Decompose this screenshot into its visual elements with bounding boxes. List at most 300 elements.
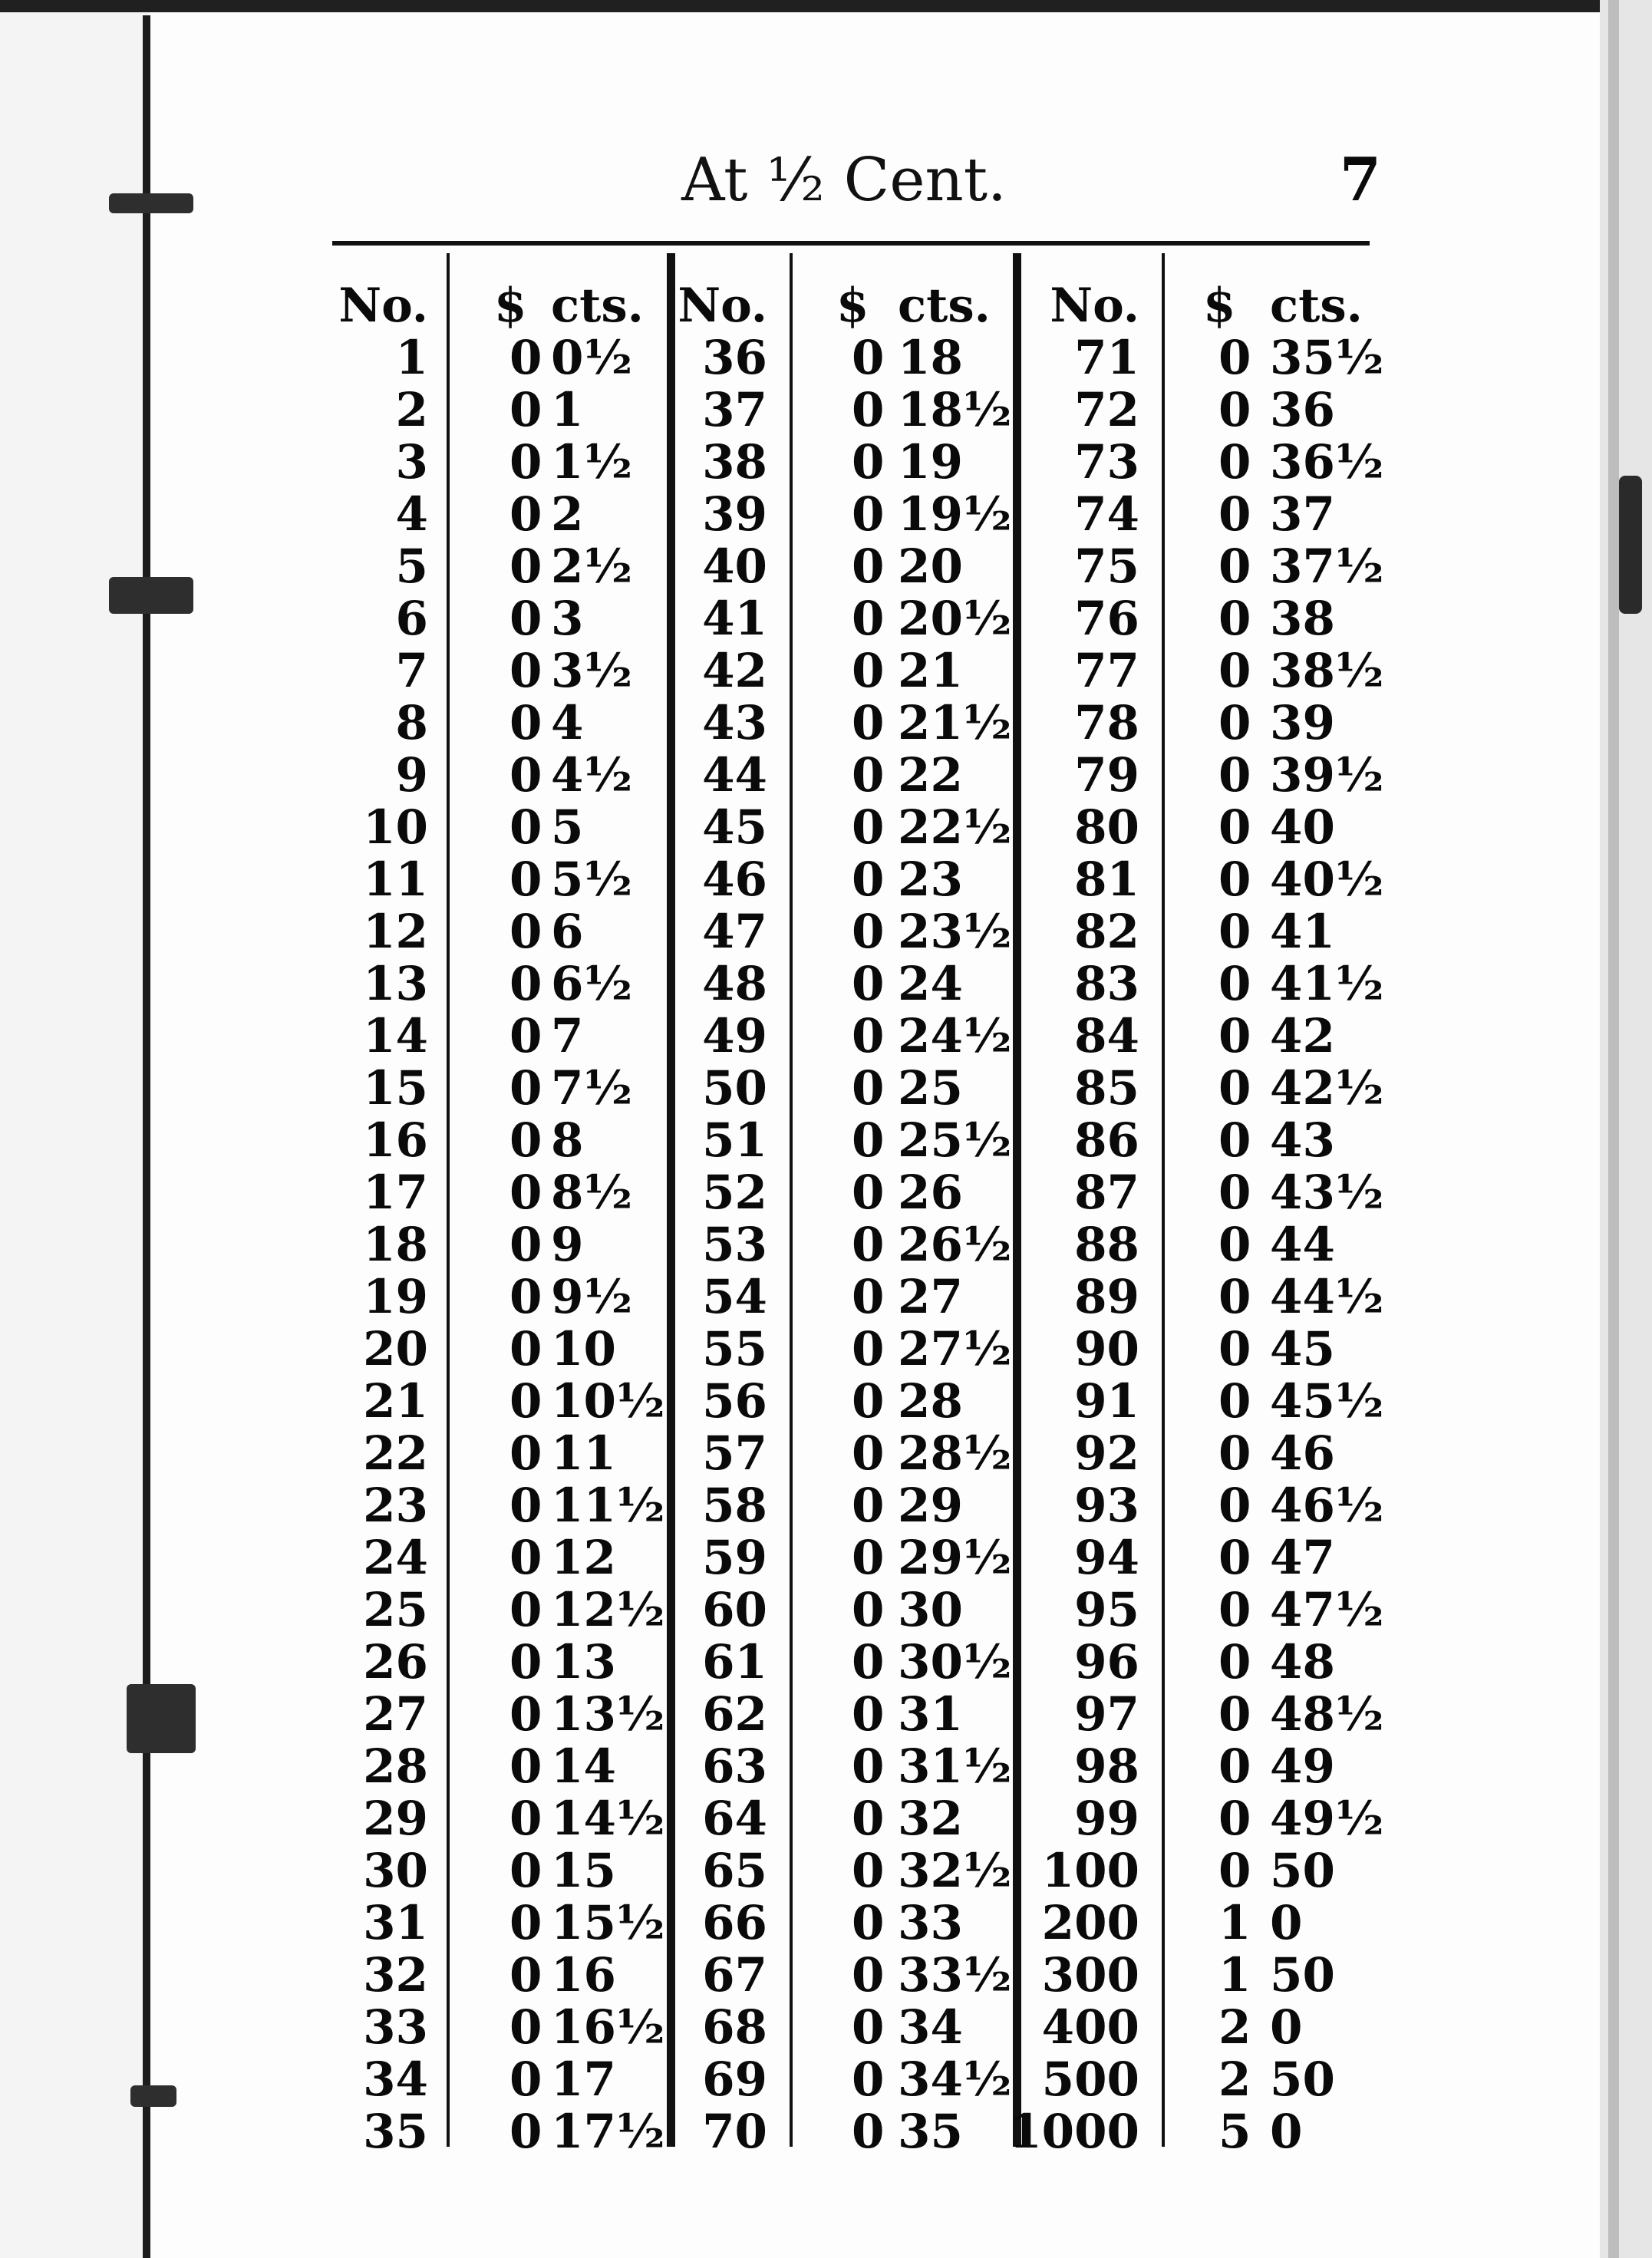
row-dollars: 0 — [509, 2105, 542, 2159]
row-number: 26 — [363, 1635, 428, 1689]
row-number: 400 — [1041, 2000, 1139, 2055]
row-dollars: 0 — [509, 331, 542, 385]
row-number: 500 — [1041, 2052, 1139, 2107]
row-cents: 10½ — [551, 1374, 665, 1429]
row-number: 17 — [363, 1165, 428, 1220]
row-number: 54 — [702, 1270, 767, 1324]
row-cents: 7 — [551, 1009, 584, 1063]
row-number: 39 — [702, 487, 767, 542]
row-number: 28 — [363, 1739, 428, 1794]
row-number: 34 — [363, 2052, 428, 2107]
row-cents: 19 — [898, 435, 963, 490]
row-dollars: 0 — [852, 539, 885, 594]
row-dollars: 1 — [1218, 1948, 1251, 2003]
row-number: 94 — [1074, 1531, 1139, 1585]
row-dollars: 0 — [1218, 1739, 1251, 1794]
row-cents: 0 — [1270, 2105, 1303, 2159]
row-cents: 33½ — [898, 1948, 1012, 2003]
row-cents: 13 — [551, 1635, 616, 1689]
row-cents: 29 — [898, 1478, 963, 1533]
row-cents: 16 — [551, 1948, 616, 2003]
row-cents: 27 — [898, 1270, 963, 1324]
row-cents: 39½ — [1270, 748, 1384, 803]
row-cents: 44½ — [1270, 1270, 1384, 1324]
row-cents: 49½ — [1270, 1792, 1384, 1846]
row-number: 33 — [363, 2000, 428, 2055]
row-cents: 35½ — [1270, 331, 1384, 385]
row-number: 64 — [702, 1792, 767, 1846]
row-dollars: 0 — [509, 1218, 542, 1272]
row-dollars: 0 — [852, 2052, 885, 2107]
row-cents: 18 — [898, 331, 963, 385]
row-cents: 8 — [551, 1113, 584, 1168]
row-number: 300 — [1041, 1948, 1139, 2003]
row-number: 2 — [395, 383, 428, 437]
row-number: 67 — [702, 1948, 767, 2003]
row-number: 82 — [1074, 905, 1139, 959]
row-number: 91 — [1074, 1374, 1139, 1429]
row-number: 99 — [1074, 1792, 1139, 1846]
row-number: 8 — [395, 696, 428, 750]
row-number: 70 — [702, 2105, 767, 2159]
row-cents: 28½ — [898, 1426, 1012, 1481]
row-dollars: 0 — [509, 1531, 542, 1585]
binding-stitch — [130, 2085, 176, 2107]
row-cents: 22½ — [898, 800, 1012, 855]
row-cents: 41½ — [1270, 957, 1384, 1011]
row-dollars: 2 — [1218, 2000, 1251, 2055]
row-dollars: 0 — [509, 1844, 542, 1898]
row-number: 7 — [395, 644, 428, 698]
row-cents: 44 — [1270, 1218, 1335, 1272]
right-edge-mark — [1619, 476, 1642, 614]
row-dollars: 0 — [509, 1635, 542, 1689]
row-number: 83 — [1074, 957, 1139, 1011]
row-number: 16 — [363, 1113, 428, 1168]
row-cents: 50 — [1270, 2052, 1335, 2107]
row-dollars: 0 — [852, 1792, 885, 1846]
row-cents: 16½ — [551, 2000, 665, 2055]
row-number: 3 — [395, 435, 428, 490]
row-dollars: 0 — [852, 852, 885, 907]
row-number: 1000 — [1009, 2105, 1139, 2159]
row-number: 68 — [702, 2000, 767, 2055]
row-number: 58 — [702, 1478, 767, 1533]
row-number: 11 — [363, 852, 428, 907]
row-cents: 42 — [1270, 1009, 1335, 1063]
row-dollars: 0 — [1218, 1374, 1251, 1429]
row-cents: 26 — [898, 1165, 963, 1220]
row-cents: 30 — [898, 1583, 963, 1637]
row-cents: 0 — [1270, 2000, 1303, 2055]
row-number: 53 — [702, 1218, 767, 1272]
row-cents: 2½ — [551, 539, 633, 594]
column-header-no: No. — [338, 279, 428, 333]
row-dollars: 0 — [509, 852, 542, 907]
row-dollars: 0 — [1218, 1270, 1251, 1324]
row-number: 62 — [702, 1687, 767, 1742]
row-dollars: 0 — [852, 1896, 885, 1950]
row-cents: 42½ — [1270, 1061, 1384, 1116]
column-header-cents: cts. — [551, 279, 644, 333]
column-divider — [447, 253, 450, 2147]
row-number: 76 — [1074, 592, 1139, 646]
row-cents: 36½ — [1270, 435, 1384, 490]
row-dollars: 0 — [1218, 748, 1251, 803]
row-number: 14 — [363, 1009, 428, 1063]
row-cents: 20 — [898, 539, 963, 594]
binding-stitch — [127, 1684, 196, 1753]
column-header-dollars: $ — [494, 279, 527, 333]
row-cents: 35 — [898, 2105, 963, 2159]
row-number: 6 — [395, 592, 428, 646]
row-number: 10 — [363, 800, 428, 855]
row-dollars: 0 — [509, 1739, 542, 1794]
row-cents: 7½ — [551, 1061, 633, 1116]
row-cents: 3½ — [551, 644, 633, 698]
row-number: 74 — [1074, 487, 1139, 542]
row-number: 45 — [702, 800, 767, 855]
row-cents: 20½ — [898, 592, 1012, 646]
row-cents: 27½ — [898, 1322, 1012, 1376]
row-number: 55 — [702, 1322, 767, 1376]
row-number: 200 — [1041, 1896, 1139, 1950]
row-cents: 5 — [551, 800, 584, 855]
row-cents: 6 — [551, 905, 584, 959]
row-number: 22 — [363, 1426, 428, 1481]
row-dollars: 0 — [509, 1948, 542, 2003]
row-number: 95 — [1074, 1583, 1139, 1637]
row-cents: 21 — [898, 644, 963, 698]
row-dollars: 0 — [1218, 1322, 1251, 1376]
row-cents: 10 — [551, 1322, 616, 1376]
row-cents: 50 — [1270, 1844, 1335, 1898]
row-dollars: 0 — [852, 1009, 885, 1063]
row-dollars: 0 — [509, 383, 542, 437]
row-dollars: 0 — [1218, 1218, 1251, 1272]
row-number: 49 — [702, 1009, 767, 1063]
row-dollars: 0 — [1218, 696, 1251, 750]
row-dollars: 0 — [1218, 957, 1251, 1011]
row-number: 59 — [702, 1531, 767, 1585]
row-cents: 25 — [898, 1061, 963, 1116]
row-dollars: 0 — [509, 1061, 542, 1116]
row-cents: 4 — [551, 696, 584, 750]
row-cents: 11½ — [551, 1478, 665, 1533]
row-number: 29 — [363, 1792, 428, 1846]
row-number: 81 — [1074, 852, 1139, 907]
row-number: 88 — [1074, 1218, 1139, 1272]
row-dollars: 0 — [1218, 1061, 1251, 1116]
binding-stitch — [109, 193, 193, 213]
row-cents: 30½ — [898, 1635, 1012, 1689]
row-number: 9 — [395, 748, 428, 803]
row-number: 80 — [1074, 800, 1139, 855]
row-number: 65 — [702, 1844, 767, 1898]
page-number: 7 — [1339, 145, 1381, 215]
row-dollars: 0 — [509, 905, 542, 959]
row-number: 31 — [363, 1896, 428, 1950]
row-dollars: 0 — [509, 1896, 542, 1950]
row-cents: 12½ — [551, 1583, 665, 1637]
row-cents: 49 — [1270, 1739, 1335, 1794]
row-dollars: 0 — [852, 1531, 885, 1585]
row-dollars: 0 — [1218, 1113, 1251, 1168]
row-cents: 46 — [1270, 1426, 1335, 1481]
row-cents: 29½ — [898, 1531, 1012, 1585]
row-number: 4 — [395, 487, 428, 542]
row-dollars: 0 — [852, 592, 885, 646]
top-edge-shadow — [0, 0, 1652, 12]
row-dollars: 0 — [852, 905, 885, 959]
row-cents: 28 — [898, 1374, 963, 1429]
row-dollars: 0 — [509, 1165, 542, 1220]
row-number: 38 — [702, 435, 767, 490]
row-cents: 34½ — [898, 2052, 1012, 2107]
row-number: 69 — [702, 2052, 767, 2107]
row-dollars: 0 — [852, 1739, 885, 1794]
row-dollars: 0 — [509, 539, 542, 594]
row-cents: 37 — [1270, 487, 1335, 542]
row-cents: 14 — [551, 1739, 616, 1794]
row-number: 79 — [1074, 748, 1139, 803]
row-dollars: 0 — [852, 800, 885, 855]
row-cents: 19½ — [898, 487, 1012, 542]
row-cents: 17 — [551, 2052, 616, 2107]
row-cents: 46½ — [1270, 1478, 1384, 1533]
row-number: 27 — [363, 1687, 428, 1742]
row-cents: 17½ — [551, 2105, 665, 2159]
row-dollars: 0 — [852, 1270, 885, 1324]
row-dollars: 0 — [852, 1322, 885, 1376]
row-number: 47 — [702, 905, 767, 959]
row-cents: 32 — [898, 1792, 963, 1846]
row-cents: 13½ — [551, 1687, 665, 1742]
row-dollars: 0 — [852, 1478, 885, 1533]
row-number: 93 — [1074, 1478, 1139, 1533]
row-dollars: 0 — [1218, 1583, 1251, 1637]
row-dollars: 0 — [509, 1270, 542, 1324]
row-number: 35 — [363, 2105, 428, 2159]
row-dollars: 5 — [1218, 2105, 1251, 2159]
right-edge-shadow — [1608, 0, 1619, 2258]
row-dollars: 0 — [1218, 435, 1251, 490]
row-cents: 5½ — [551, 852, 633, 907]
row-dollars: 0 — [1218, 1844, 1251, 1898]
row-cents: 48 — [1270, 1635, 1335, 1689]
row-cents: 25½ — [898, 1113, 1012, 1168]
row-cents: 24½ — [898, 1009, 1012, 1063]
row-number: 5 — [395, 539, 428, 594]
row-dollars: 1 — [1218, 1896, 1251, 1950]
row-cents: 38½ — [1270, 644, 1384, 698]
row-cents: 47 — [1270, 1531, 1335, 1585]
row-cents: 3 — [551, 592, 584, 646]
row-cents: 0½ — [551, 331, 633, 385]
row-number: 50 — [702, 1061, 767, 1116]
row-cents: 50 — [1270, 1948, 1335, 2003]
row-cents: 14½ — [551, 1792, 665, 1846]
row-dollars: 0 — [852, 748, 885, 803]
row-dollars: 0 — [509, 1583, 542, 1637]
row-dollars: 0 — [852, 1844, 885, 1898]
row-dollars: 0 — [852, 1687, 885, 1742]
row-cents: 38 — [1270, 592, 1335, 646]
row-cents: 45 — [1270, 1322, 1335, 1376]
row-number: 72 — [1074, 383, 1139, 437]
row-number: 57 — [702, 1426, 767, 1481]
row-cents: 26½ — [898, 1218, 1012, 1272]
row-dollars: 0 — [509, 1322, 542, 1376]
row-number: 61 — [702, 1635, 767, 1689]
page-title: At ½ Cent. — [681, 146, 1007, 215]
row-dollars: 0 — [852, 2105, 885, 2159]
row-dollars: 0 — [1218, 487, 1251, 542]
row-dollars: 0 — [852, 1061, 885, 1116]
row-cents: 4½ — [551, 748, 633, 803]
row-dollars: 0 — [1218, 1478, 1251, 1533]
row-cents: 1 — [551, 383, 584, 437]
row-dollars: 0 — [852, 696, 885, 750]
row-dollars: 0 — [1218, 1635, 1251, 1689]
row-dollars: 0 — [1218, 1165, 1251, 1220]
row-number: 44 — [702, 748, 767, 803]
row-number: 71 — [1074, 331, 1139, 385]
row-number: 84 — [1074, 1009, 1139, 1063]
column-divider — [790, 253, 793, 2147]
row-number: 75 — [1074, 539, 1139, 594]
row-cents: 22 — [898, 748, 963, 803]
row-dollars: 0 — [509, 1374, 542, 1429]
binding-stitch — [109, 577, 193, 614]
row-number: 42 — [702, 644, 767, 698]
row-dollars: 0 — [509, 1426, 542, 1481]
row-cents: 9 — [551, 1218, 584, 1272]
row-cents: 39 — [1270, 696, 1335, 750]
row-dollars: 0 — [852, 383, 885, 437]
row-dollars: 0 — [509, 2052, 542, 2107]
row-number: 73 — [1074, 435, 1139, 490]
row-cents: 45½ — [1270, 1374, 1384, 1429]
row-cents: 2 — [551, 487, 584, 542]
row-dollars: 0 — [1218, 331, 1251, 385]
row-dollars: 2 — [1218, 2052, 1251, 2107]
row-number: 96 — [1074, 1635, 1139, 1689]
row-dollars: 0 — [852, 644, 885, 698]
row-cents: 0 — [1270, 1896, 1303, 1950]
column-header-cents: cts. — [898, 279, 991, 333]
row-number: 51 — [702, 1113, 767, 1168]
row-number: 60 — [702, 1583, 767, 1637]
row-number: 85 — [1074, 1061, 1139, 1116]
header-rule — [332, 241, 1370, 246]
left-page-margin — [0, 0, 150, 2258]
row-cents: 23½ — [898, 905, 1012, 959]
row-dollars: 0 — [852, 1218, 885, 1272]
row-cents: 36 — [1270, 383, 1335, 437]
row-dollars: 0 — [852, 435, 885, 490]
row-dollars: 0 — [509, 1478, 542, 1533]
row-number: 40 — [702, 539, 767, 594]
row-dollars: 0 — [852, 1113, 885, 1168]
row-dollars: 0 — [852, 1426, 885, 1481]
row-cents: 43 — [1270, 1113, 1335, 1168]
row-dollars: 0 — [509, 2000, 542, 2055]
row-dollars: 0 — [1218, 1009, 1251, 1063]
row-dollars: 0 — [1218, 539, 1251, 594]
row-dollars: 0 — [509, 644, 542, 698]
row-cents: 33 — [898, 1896, 963, 1950]
row-number: 12 — [363, 905, 428, 959]
row-cents: 15½ — [551, 1896, 665, 1950]
row-number: 23 — [363, 1478, 428, 1533]
row-number: 87 — [1074, 1165, 1139, 1220]
book-binding — [143, 15, 150, 2258]
row-dollars: 0 — [509, 957, 542, 1011]
row-number: 63 — [702, 1739, 767, 1794]
row-number: 13 — [363, 957, 428, 1011]
row-cents: 23 — [898, 852, 963, 907]
row-number: 32 — [363, 1948, 428, 2003]
row-number: 19 — [363, 1270, 428, 1324]
row-number: 92 — [1074, 1426, 1139, 1481]
row-number: 98 — [1074, 1739, 1139, 1794]
row-dollars: 0 — [509, 435, 542, 490]
row-dollars: 0 — [852, 1635, 885, 1689]
row-dollars: 0 — [509, 1113, 542, 1168]
row-number: 86 — [1074, 1113, 1139, 1168]
row-cents: 48½ — [1270, 1687, 1384, 1742]
row-number: 48 — [702, 957, 767, 1011]
row-dollars: 0 — [1218, 1426, 1251, 1481]
row-dollars: 0 — [1218, 644, 1251, 698]
row-number: 37 — [702, 383, 767, 437]
row-number: 77 — [1074, 644, 1139, 698]
row-number: 30 — [363, 1844, 428, 1898]
row-dollars: 0 — [1218, 905, 1251, 959]
row-dollars: 0 — [852, 2000, 885, 2055]
row-number: 41 — [702, 592, 767, 646]
row-dollars: 0 — [852, 957, 885, 1011]
row-cents: 1½ — [551, 435, 633, 490]
row-dollars: 0 — [1218, 383, 1251, 437]
row-number: 100 — [1041, 1844, 1139, 1898]
row-number: 78 — [1074, 696, 1139, 750]
column-header-dollars: $ — [1203, 279, 1236, 333]
row-cents: 31½ — [898, 1739, 1012, 1794]
row-dollars: 0 — [509, 748, 542, 803]
row-dollars: 0 — [509, 800, 542, 855]
row-number: 66 — [702, 1896, 767, 1950]
row-cents: 11 — [551, 1426, 616, 1481]
row-number: 46 — [702, 852, 767, 907]
row-dollars: 0 — [1218, 800, 1251, 855]
row-cents: 43½ — [1270, 1165, 1384, 1220]
row-dollars: 0 — [509, 1687, 542, 1742]
row-dollars: 0 — [852, 1583, 885, 1637]
row-dollars: 0 — [509, 1009, 542, 1063]
row-dollars: 0 — [852, 1374, 885, 1429]
row-number: 15 — [363, 1061, 428, 1116]
row-dollars: 0 — [509, 592, 542, 646]
row-dollars: 0 — [1218, 1687, 1251, 1742]
row-number: 89 — [1074, 1270, 1139, 1324]
row-number: 43 — [702, 696, 767, 750]
column-header-cents: cts. — [1270, 279, 1363, 333]
row-dollars: 0 — [852, 1948, 885, 2003]
row-number: 25 — [363, 1583, 428, 1637]
row-cents: 40½ — [1270, 852, 1384, 907]
